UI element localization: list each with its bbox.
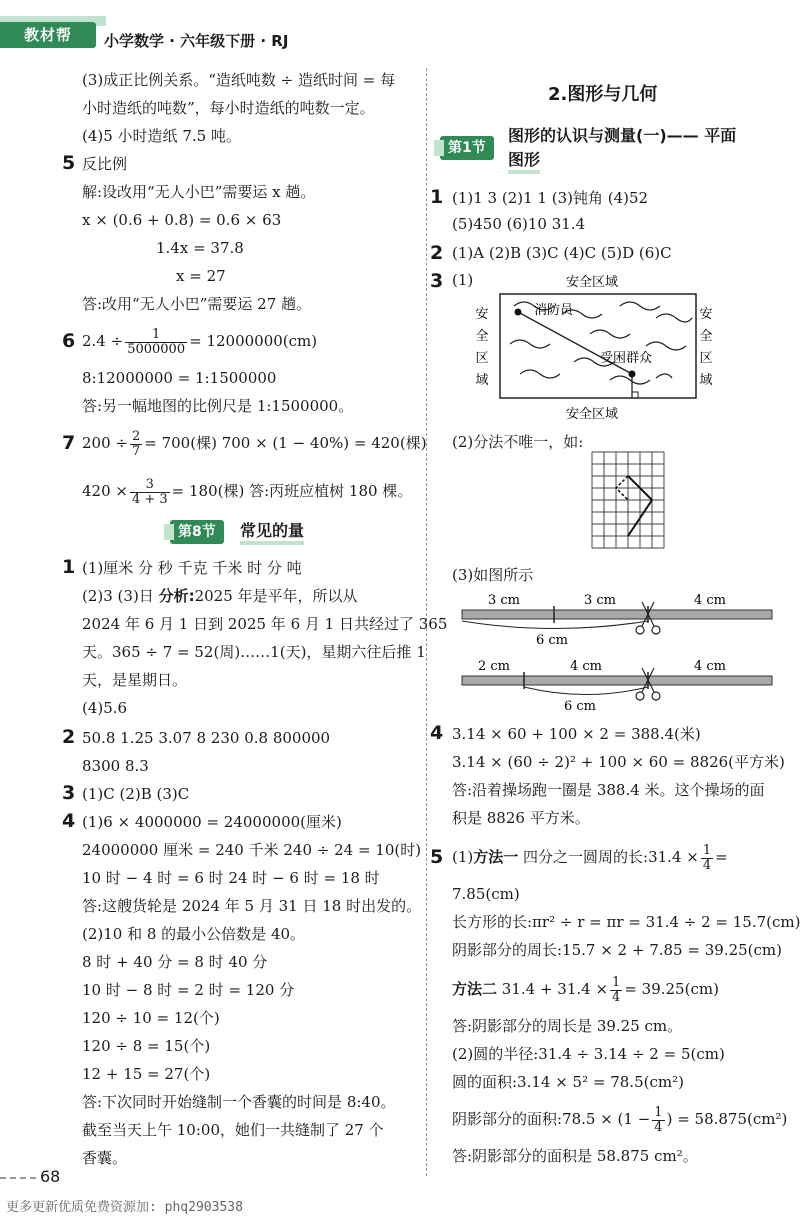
question-number: 3 <box>430 270 444 292</box>
left-label-char: 全 <box>475 329 489 344</box>
section-title: 图形 <box>508 150 540 174</box>
grid-division-figure <box>590 450 670 560</box>
rope-cut-figure-2 <box>460 654 780 714</box>
equation: 120 ÷ 10 = 12(个) <box>82 1009 220 1027</box>
equation: 10 时 − 4 时 = 6 时 24 时 − 6 时 = 18 时 <box>82 869 380 887</box>
text-line: 答:阴影部分的面积是 58.875 cm²。 <box>452 1147 698 1165</box>
fraction: $\frac{1}{4}$ <box>612 974 621 1005</box>
right-label-char: 全 <box>699 329 713 344</box>
text-line: (4)5 小时造纸 7.5 吨。 <box>82 127 241 145</box>
segment-label: 4 cm <box>569 659 603 674</box>
left-label-char: 区 <box>475 351 489 366</box>
equation: (1)方法一 四分之一圆周的长:31.4 × $\frac{1}{4}$ = <box>452 842 728 873</box>
segment-label: 3 cm <box>583 593 617 608</box>
equation: 8:12000000 = 1:1500000 <box>82 369 277 387</box>
question-number: 3 <box>62 782 76 804</box>
equation: 1.4x = 37.8 <box>156 239 244 257</box>
question-number: 1 <box>62 556 76 578</box>
text-line: 香囊。 <box>82 1149 128 1167</box>
text-line: 8300 8.3 <box>82 757 149 775</box>
segment-label: 2 cm <box>477 659 511 674</box>
equation: 12 + 15 = 27(个) <box>82 1065 211 1083</box>
text-line: (3)如图所示 <box>452 566 534 584</box>
equation: 长方形的长:πr² ÷ r = πr = 31.4 ÷ 2 = 15.7(cm) <box>452 913 800 931</box>
question-number: 4 <box>62 810 76 832</box>
text-line: (1)厘米 分 秒 千克 千米 时 分 吨 <box>82 559 302 577</box>
equation: 3.14 × (60 ÷ 2)² + 100 × 60 = 8826(平方米) <box>452 753 785 771</box>
chapter-title: 2.图形与几何 <box>548 84 658 105</box>
text-line: (4)5.6 <box>82 699 128 717</box>
text-line: 答:沿着操场跑一圈是 388.4 米。这个操场的面 <box>452 781 765 799</box>
question-number: 4 <box>430 722 444 744</box>
left-label-char: 域 <box>475 373 489 388</box>
victim-point <box>629 371 636 378</box>
map-label-left <box>475 306 488 388</box>
question-number: 1 <box>430 186 444 208</box>
text-line: (2)10 和 8 的最小公倍数是 40。 <box>82 925 306 943</box>
equation: 2.4 ÷ $\frac{1}{5000000}$ = 12000000(cm) <box>82 326 318 357</box>
text-line: (1)A (2)B (3)C (4)C (5)D (6)C <box>452 244 672 262</box>
fraction: $\frac{1}{5000000}$ <box>127 326 186 357</box>
text-line: 答:下次同时开始缝制一个香囊的时间是 8:40。 <box>82 1093 396 1111</box>
firefighter-label: 消防员 <box>534 303 574 318</box>
segment-label: 3 cm <box>487 593 521 608</box>
fraction: $\frac{1}{4}$ <box>654 1104 663 1135</box>
map-label-top: 安全区域 <box>565 275 619 290</box>
firefighter-point <box>515 309 522 316</box>
victim-label: 受困群众 <box>600 351 653 366</box>
rope <box>462 610 772 619</box>
text-line: 答:阴影部分的周长是 39.25 cm。 <box>452 1017 683 1035</box>
question-number: 2 <box>62 726 76 748</box>
page-number: 68 <box>40 1167 61 1186</box>
text-line: (2)分法不唯一，如: <box>452 433 584 451</box>
map-label-bottom: 安全区域 <box>565 407 619 422</box>
safety-zone-map <box>470 270 730 426</box>
segment-label: 6 cm <box>535 633 569 648</box>
right-label-char: 安 <box>699 307 713 322</box>
equation: x × (0.6 + 0.8) = 0.6 × 63 <box>82 211 282 229</box>
rope-cut-figure-1 <box>460 588 780 648</box>
equation: (1)6 × 4000000 = 24000000(厘米) <box>82 813 342 831</box>
question-number: 2 <box>430 242 444 264</box>
text-line: 天。365 ÷ 7 = 52(周)……1(天)，星期六往后推 1 <box>82 643 426 661</box>
section-badge: 第1节 <box>440 136 494 160</box>
page-header <box>0 0 800 58</box>
equation: 阴影部分的面积:78.5 × (1 − $\frac{1}{4}$ ) = 58.875(cm²) <box>452 1104 788 1135</box>
equation: 7.85(cm) <box>452 885 520 903</box>
text-line: 2024 年 6 月 1 日到 2025 年 6 月 1 日共经过了 365 <box>82 615 448 633</box>
brace <box>462 621 648 629</box>
text-line: 答:另一幅地图的比例尺是 1:1500000。 <box>82 397 354 415</box>
text-line: 答:改用“无人小巴”需要运 27 趟。 <box>82 295 312 313</box>
brand-label: 教材帮 <box>0 22 96 48</box>
equation: 420 × $\frac{3}{4 + 3}$ = 180(棵) 答:丙班应植树 180 棵。 <box>82 476 413 507</box>
text-line: (1)C (2)B (3)C <box>82 785 190 803</box>
section-badge: 第8节 <box>170 520 224 544</box>
text-line: (1) <box>452 271 474 289</box>
fraction: $\frac{2}{7}$ <box>131 428 141 459</box>
rope <box>462 676 772 685</box>
section-title: 常见的量 <box>240 521 304 545</box>
text-line: (3)成正比例关系。“造纸吨数 ÷ 造纸时间 = 每 <box>82 71 396 89</box>
equation: 方法二 31.4 + 31.4 × $\frac{1}{4}$ = 39.25(cm) <box>452 974 719 1005</box>
right-angle-mark <box>632 392 638 398</box>
book-title: 小学数学 · 六年级下册 · RJ <box>104 32 289 50</box>
equation: 阴影部分的周长:15.7 × 2 + 7.85 = 39.25(cm) <box>452 941 782 959</box>
text-line: 积是 8826 平方米。 <box>452 809 590 827</box>
equation: x = 27 <box>176 267 226 285</box>
right-label-char: 区 <box>699 351 713 366</box>
equation: (2)圆的半径:31.4 ÷ 3.14 ÷ 2 = 5(cm) <box>452 1045 725 1063</box>
segment-label: 4 cm <box>693 659 727 674</box>
section-title: 图形的认识与测量(一)—— 平面 <box>508 126 737 145</box>
text-line: 天，是星期日。 <box>82 671 188 689</box>
footer-note: 更多更新优质免费资源加: phq2903538 <box>6 1200 243 1215</box>
fraction: $\frac{3}{4 + 3}$ <box>131 476 168 507</box>
equation: 3.14 × 60 + 100 × 2 = 388.4(米) <box>452 725 701 743</box>
equation: 圆的面积:3.14 × 5² = 78.5(cm²) <box>452 1073 684 1091</box>
question-number: 6 <box>62 330 76 352</box>
text-line: 50.8 1.25 3.07 8 230 0.8 800000 <box>82 729 331 747</box>
map-label-right <box>699 306 712 388</box>
equation: 200 ÷ $\frac{2}{7}$ = 700(棵) 700 × (1 − 40%) = 420(棵) <box>82 428 427 459</box>
fraction: $\frac{1}{4}$ <box>702 842 712 873</box>
text-line: 答:这艘货轮是 2024 年 5 月 31 日 18 时出发的。 <box>82 897 422 915</box>
page-number-rule <box>0 1177 36 1179</box>
text-line: (1)1 3 (2)1 1 (3)钝角 (4)52 <box>452 189 649 207</box>
left-label-char: 安 <box>475 307 489 322</box>
text-line: 解:设改用“无人小巴”需要运 x 趟。 <box>82 183 316 201</box>
equation: 120 ÷ 8 = 15(个) <box>82 1037 211 1055</box>
segment-label: 4 cm <box>693 593 727 608</box>
text-line: 截至当天上午 10:00，她们一共缝制了 27 个 <box>82 1121 384 1139</box>
equation: 24000000 厘米 = 240 千米 240 ÷ 24 = 10(时) <box>82 841 422 859</box>
text-line: 反比例 <box>82 155 128 173</box>
brace <box>524 687 648 695</box>
equation: 8 时 + 40 分 = 8 时 40 分 <box>82 953 268 971</box>
question-number: 5 <box>62 152 76 174</box>
question-number: 7 <box>62 432 76 454</box>
right-label-char: 域 <box>699 373 713 388</box>
equation: 10 时 − 8 时 = 2 时 = 120 分 <box>82 981 295 999</box>
text-line: (2)3 (3)日 分析:2025 年是平年，所以从 <box>82 587 358 605</box>
text-line: 小时造纸的吨数”，每小时造纸的吨数一定。 <box>82 99 375 117</box>
segment-label: 6 cm <box>563 699 597 714</box>
question-number: 5 <box>430 846 444 868</box>
text-line: (5)450 (6)10 31.4 <box>452 215 586 233</box>
